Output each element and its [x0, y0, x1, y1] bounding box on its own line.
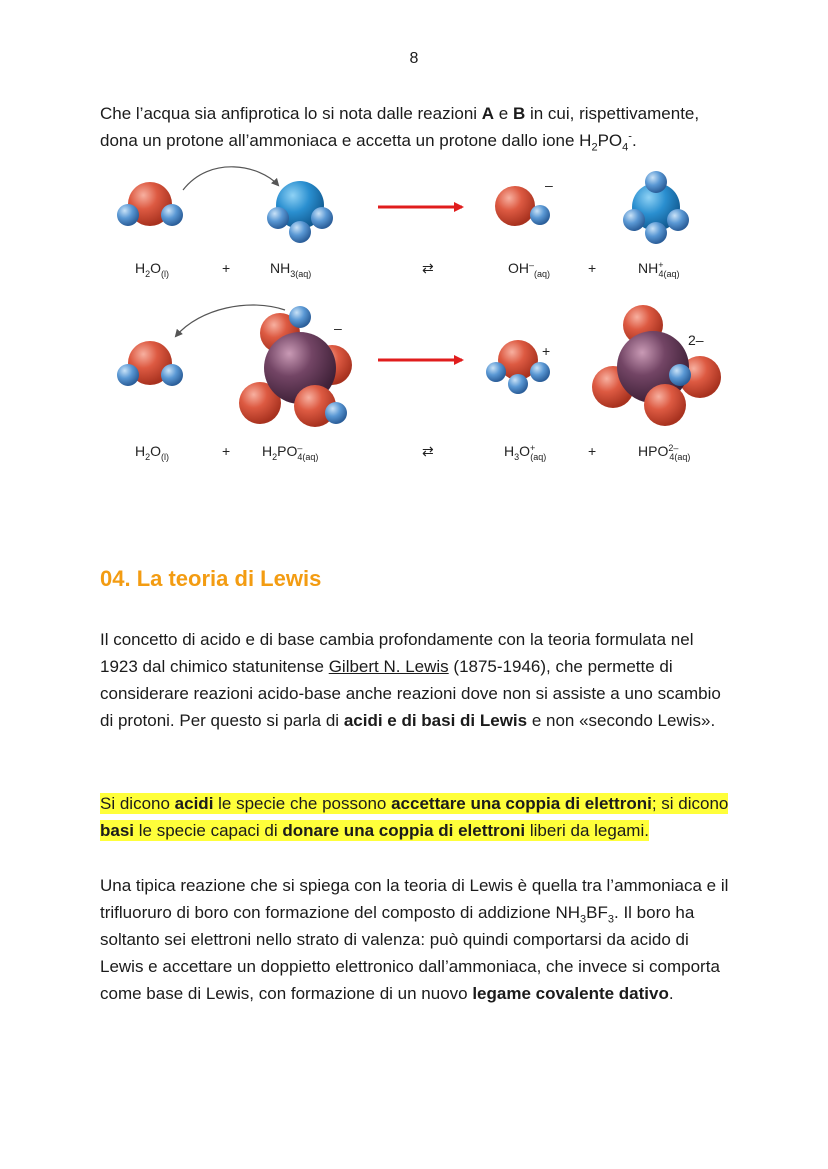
oh-molecule [495, 186, 550, 226]
plus-b1: + [222, 443, 231, 459]
charge-hpo4: 2– [688, 332, 704, 348]
plus-a2: + [588, 260, 597, 276]
page-number: 8 [409, 50, 419, 67]
label-h2o-a: $H_2O_{(l)}$ [135, 260, 170, 279]
label-h2o-b: $H_2O_{(l)}$ [135, 443, 170, 462]
hpo4-molecule [592, 305, 721, 426]
lewis-name-link[interactable]: Gilbert N. Lewis [328, 657, 449, 676]
nh3-molecule [267, 181, 333, 243]
plus-b2: + [588, 443, 597, 459]
charge-h3o: + [542, 343, 551, 359]
lewis-definition-highlight: Si dicono acidi le specie che possono accettare una coppia di elettroni; si dicono basi le specie capaci di donare una coppia di elettroni liberi da legami. [100, 794, 729, 840]
plus-a1: + [222, 260, 231, 276]
h2o-molecule-b [117, 341, 183, 386]
intro-paragraph: Che l’acqua sia anfiprotica lo si nota dalle reazioni A e B in cui, rispettivamente, dona un protone all’ammoniaca e accetta un protone dallo ione $H_2PO_4^-$. [100, 104, 700, 154]
proton-transfer-arrow-a [183, 167, 278, 190]
label-oh: $OH^-_{(aq)}$ [508, 260, 551, 279]
section-heading: 04. La teoria di Lewis [100, 566, 322, 591]
nh4-molecule [623, 171, 689, 244]
h3o-molecule [486, 340, 550, 394]
nh3-bf3-paragraph: Una tipica reazione che si spiega con la teoria di Lewis è quella tra l’ammoniaca e il trifluoruro di boro con formazione del composto di addizione $NH_3BF_3$. Il boro ha soltanto sei elettroni nello strato di valenza: può quindi comportarsi da acido di Lewis e accettare un doppietto elettronico dall’ammoniaca, che invece si comporta come base di Lewis, con formazione di un nuovo legame covalente dativo. [100, 876, 729, 1003]
reaction-label-a: A [481, 104, 495, 123]
reaction-label-b: B [512, 104, 526, 123]
label-nh3: $NH_{3(aq)}$ [270, 260, 312, 279]
molecule-reaction-figure [100, 160, 730, 470]
lewis-intro-paragraph: Il concetto di acido e di base cambia profondamente con la teoria formulata nel 1923 dal chimico statunitense Gilbert N. Lewis (1875-1946), che permette di considerare reazioni acido-base anche reazioni dove non si assiste a uno scambio di protoni. Per questo si parla di acidi e di basi di Lewis e non «secondo Lewis». [100, 630, 721, 730]
charge-h2po4: – [334, 320, 342, 336]
label-h3o: $H_3O^+$ (aq) [504, 443, 547, 462]
h2o-molecule-a [117, 182, 183, 226]
equilibrium-arrow-b: ⇄ [422, 443, 434, 459]
charge-oh: – [545, 177, 553, 193]
label-hpo4: $HPO^{2-}$ 4(aq) [638, 443, 691, 462]
label-nh4: NH+ 4(aq) [638, 260, 680, 279]
label-h2po4: $H_2PO^-$ 4(aq) [262, 443, 319, 462]
equilibrium-arrow-a: ⇄ [422, 260, 434, 276]
